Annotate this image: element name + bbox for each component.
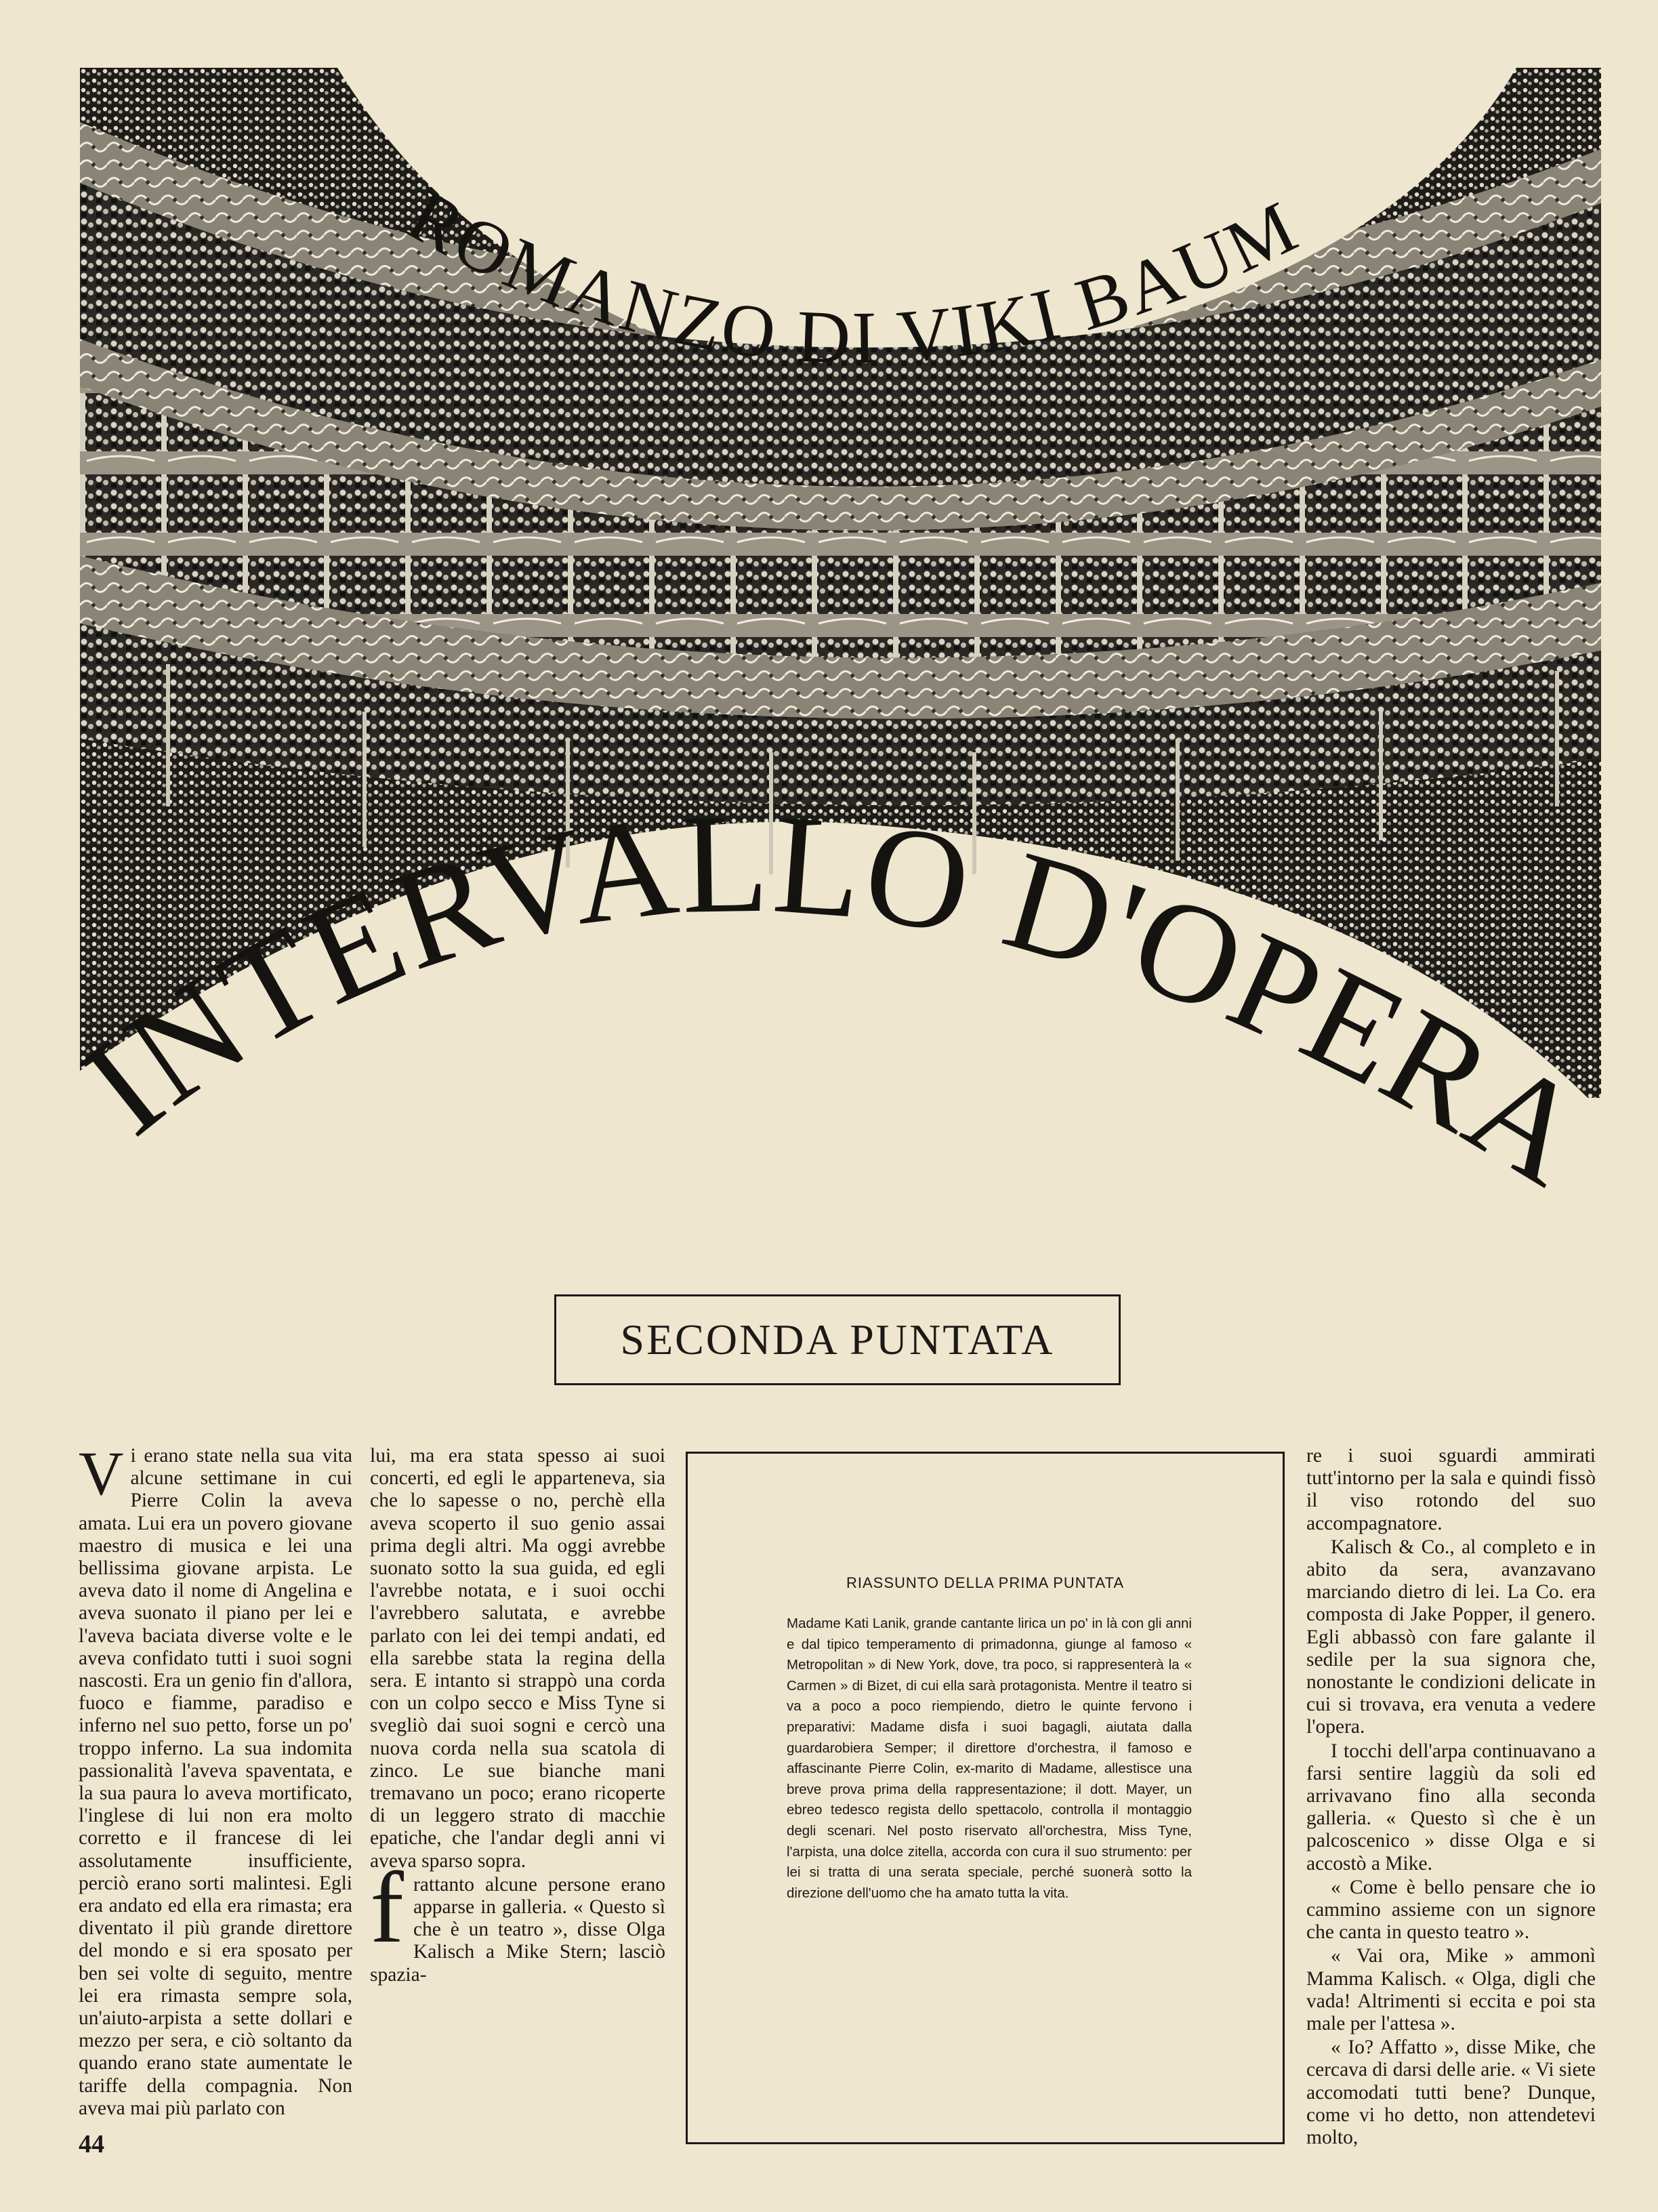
column-4-paragraph: « Vai ora, Mike » ammonì Mamma Kalisch. « Olga, digli che vada! Altrimenti si eccita e poi sta male per l'attesa ». (1306, 1945, 1596, 2035)
column-4-paragraph: re i suoi sguardi ammirati tutt'intorno per la sala e quindi fissò il viso rotondo del suo accompagnatore. (1306, 1445, 1596, 1534)
column-4-paragraph: Kalisch & Co., al completo e in abito da sera, avanzavano marciando dietro di lei. La Co. era composta di Jake Popper, il genero. Egli abbassò con fare galante il sedile per la sua signora che, nonostante le condizioni delicate in cui si trovava, era venuta a vedere l'opera. (1306, 1536, 1596, 1738)
column-2-paragraph-2: frattanto alcune persone erano apparse in galleria. « Questo sì che è un teatro », disse Olga Kalisch a Mike Stern; lasciò spazia- (370, 1851, 665, 1986)
episode-label-box (554, 1294, 1121, 1385)
drop-cap-v: V (79, 1439, 124, 1508)
article-column-1 (79, 1439, 352, 2121)
column-4-paragraph: I tocchi dell'arpa continuavano a farsi sentire laggiù da soli ed arrivavano fino alla seconda galleria. « Questo sì che è un palcoscenico » disse Olga e si accostò a Mike. (1306, 1740, 1596, 1875)
story-title: INTERVALLO D'OPERA (55, 784, 1613, 1216)
author-byline: ROMANZO DI VIKI BAUM (394, 173, 1311, 380)
summary-body: Madame Kati Lanik, grande cantante lirica un po' in là con gli anni e dal tipico temperamento di primadonna, giunge al famoso « Metropolitan » di New York, dove, tra poco, si rappresenterà la « Carmen » di Bizet, di cui ella sarà protagonista. Mentre il teatro si va a poco a poco riempiendo, dietro le quinte fervono i preparativi: Madame disfa i suoi bagagli, aiutata dalla guardarobiera Semper; il direttore d'orchestra, il famoso e affascinante Pierre Colin, ex-marito di Madame, allestisce una breve prova prima della rappresentazione; il dott. Mayer, un ebreo tedesco regista dello spettacolo, controlla il montaggio degli scenari. Nel posto riservato all'orchestra, Miss Tyne, l'arpista, una dolce zitella, accorda con cura il suo strumento: per lei si tratta di una serata speciale, perché suonerà sotto la direzione dell'uomo che ha amato tutta la vita. (787, 1616, 1192, 1901)
summary-heading: RIASSUNTO DELLA PRIMA PUNTATA (846, 1574, 1124, 1591)
summary-box (686, 1452, 1285, 2144)
column-4-paragraph: « Come è bello pensare che io cammino assieme con un signore che canta in questo teatro ». (1306, 1876, 1596, 1944)
column-2-paragraph-1: lui, ma era stata spesso ai suoi concerti, ed egli le apparteneva, sia che lo sapesse o no, perchè ella aveva scoperto il suo genio assai prima degli altri. Ma oggi avrebbe suonato sotto la sua guida, ed egli l'avrebbe notata, e i suoi occhi l'avrebbero salutata, e avrebbe parlato con lei dei tempi andati, ed ella sarebbe stata la regina della sera. E intanto si strappò una corda con un colpo secco e Miss Tyne si svegliò dai suoi sogni e cercò una nuova corda nella sua scatola di zinco. Le sue bianche mani tremavano un poco; erano ricoperte di un leggero strato di macchie epatiche, che l'andar degli anni vi aveva sparso sopra. (370, 1445, 665, 1872)
article-column-4 (1306, 1445, 1596, 2150)
column-1-paragraph: Vi erano state nella sua vita alcune settimane in cui Pierre Colin la aveva amata. Lui era un povero giovane maestro di musica e lei una bellissima giovane arpista. Le aveva dato il nome di Angelina e aveva suonato il piano per lei e l'aveva baciata diverse volte e le aveva confidato tutti i suoi sogni nascosti. Era un genio fin d'allora, fuoco e fiamme, paradiso e inferno nel suo petto, forse un po' troppo inferno. La sua indomita passionalità l'aveva spaventata, e la sua paura lo aveva mortificato, l'inglese di lui non era molto corretto e il francese di lei assolutamente insufficiente, perciò erano sorti malintesi. Egli era andato ed ella era rimasta; era diventato il più grande direttore del mondo e si era sposato per ben sei volte di seguito, mentre lei era rimasta sempre sola, un'aiuto-arpista a sette dollari e mezzo per sera, e ciò soltanto da quando erano state aumentate le tariffe della compagnia. Non aveva mai più parlato con (79, 1439, 352, 2119)
page-number: 44 (79, 2130, 104, 2158)
column-4-paragraph: « Io? Affatto », disse Mike, che cercava di darsi delle arie. « Vi siete accomodati tutti bene? Dunque, come vi ho detto, non attendetevi molto, (1306, 2036, 1596, 2149)
drop-cap-f: f (370, 1851, 404, 1964)
episode-label: SECONDA PUNTATA (620, 1315, 1055, 1364)
article-column-2 (370, 1445, 665, 1988)
